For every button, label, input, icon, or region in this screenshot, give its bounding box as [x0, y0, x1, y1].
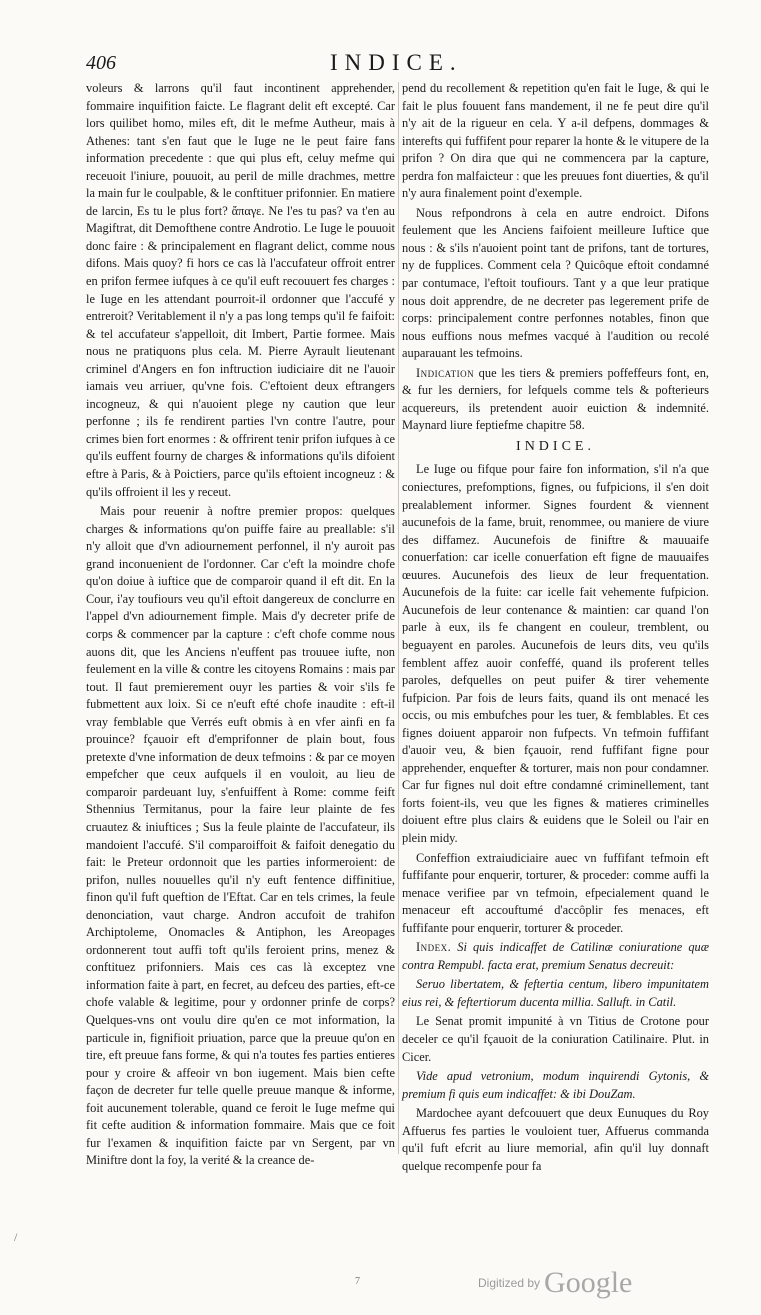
right-paragraph-6 [402, 939, 709, 974]
bottom-mark: 7 [355, 1276, 360, 1287]
right-column [402, 80, 709, 1177]
index-latin-text: Si quis indicaffet de Catilinæ coniuratione quæ contra Rempubl. facta erat, premium Senatus decreuit: [402, 940, 709, 972]
digitized-watermark [478, 1266, 632, 1300]
left-paragraph-1: voleurs & larrons qu'il faut incontinent apprehender, fommaire inquifition faicte. Le flagrant delit eft excepté. Car lors quilibet homo, miles eft, dit le mefme Autheur, mais à Athenes: tant s'en faut que le Iuge ne le peut faire fans information precedente : que qui plus eft, celuy mefme qui receuoit l'iniure, pouuoit, au peril de mille drachmes, mettre la main fur le coulpable, & le conftituer prifonnier. En matiere de larcin, Es tu le plus fort? ἄπαγε. Ne l'es tu pas? va t'en au Magiftrat, dit Demofthene contre Androtio. Le Iuge le pouuoit donc faire : & principalement en flagrant delict, comme nous difons. Mais quoy? fi hors ce cas là l'accufateur offroit entrer en prifon fermee iufques à ce qu'il euft recouuert fes charges : le Iuge en les attendant pourroit-il ordonner que l'accufé y entreroit? Veritablement il n'y a pas long temps qu'il fe faifoit: & tel accufateur s'appelloit, dit Imbert, Partie formee. Mais nous ne pratiquons plus cela. M. Pierre Ayrault lieutenant criminel d'Angers en fon inftruction iudiciaire dit ne l'auoir iamais veu arriuer, qu'vne fois. C'eftoient deux eftrangers incogneuz, & qui n'auoient plege ny caution que leur perfonne ; ils fe rendirent parties l'vn contre l'autre, pour crimes bien fort enormes : & offrirent tenir prifon iufques à ce qu'ils euffent fourny de charges & informations qu'ils difoient eftre à Paris, & à Poictiers, parce qu'ils eftoient incogneuz : & qu'ils offroient il les y receut. [86, 81, 395, 499]
column-divider [398, 82, 399, 1154]
right-paragraph-3 [402, 365, 709, 435]
right-paragraph-8: Le Senat promit impunité à vn Titius de Crotone pour deceler ce qu'il fçauoit de la coniuration Catilinaire. Plut. in Cicer. [402, 1014, 709, 1064]
right-paragraph-2: Nous refpondrons à cela en autre endroict. Difons feulement que les Anciens faifoient meilleure Iuftice que nous : & s'ils n'auoient point tant de prifons, tant de tortures, ny de fupplices. Comment cela ? Quicôque eftoit condamné par contumace, l'eftoit toufiours. Tant y a que leur pratique nous doit apprendre, de ne decreter pas legerement prife de corps: principalement contre perfonnes notables, finon que nous euffions nous mefmes vacqué à l'audition ou recolé auparauant les tefmoins. [402, 205, 709, 361]
right-paragraph-5: Confeffion extraiudiciaire auec vn fuffifant tefmoin eft fuffifante pour enquerir, torturer, & proceder: comme auffi la menace verifiee par vn tefmoin, efpecialement quand le menaceur eft accouftumé d'accôplir fes menaces, eft fuffifante pour enquerir, torturer & proceder. [402, 850, 709, 935]
indication-lead: Indication [416, 365, 475, 380]
section-heading: INDICE. [516, 438, 595, 454]
right-paragraph-4: Le Iuge ou fifque pour faire fon information, s'il n'a que coniectures, prefomptions, fignes, ou fufpicions, il s'en doit prealablement informer. Signes fourdent & viennent aucunefois de la fame, bruit, renommee, ou maniere de viure des diffamez. Aucunefois de finiftre & mauuaife conuerfation: car icelle conuerfation eft figne de mauuaifes œuures. Aucunefois des lieux de leur frequentation. Aucunefois de la fuite: car icelle fait vehemente fufpicion. Aucunefois de leur contenance & maintien: car quand l'on parle à eux, ils fe changent en couleur, tremblent, ou beguayent en paroles. Aucunefois de leurs dits, veu qu'ils femblent affez auoir confeffé, quand ils proferent telles paroles, defquelles on peut puifer & tirer vehemente fufpicion. Par fois de leurs faits, quand ils ont menacé les occis, ou mis embufches pour les tuer, & femblables. Et ces fignes doiuent apparoir non fufpects. Vn tefmoin fuffifant d'auoir veu, & bien fçauoir, rend fuffifant figne pour apprehender, enquefter & torturer, mais non pour condamner. Car fur fignes nul doit eftre condamné criminellement, tant forts foient-ils, veu que les fignes & matieres criminelles doiuent eftre plus clairs & euidens que le Soleil ou l'air en plein midy. [402, 462, 709, 845]
google-logo: Google [544, 1266, 633, 1299]
index-lead: Index. [416, 940, 452, 955]
left-column [86, 80, 395, 1172]
right-paragraph-10: Mardochee ayant defcouuert que deux Eunuques du Roy Affuerus fes parties le vouloient tuer, Affuerus commanda qu'il fuft efcrit au liure memorial, afin qu'il luy donnaft quelque recompenfe pour fa [402, 1106, 709, 1173]
right-paragraph-1: pend du recollement & repetition qu'en fait le Iuge, & qui le fait le plus fouuent fans mandement, il ne fe peut dire qu'il n'y ait de la rigueur en cela. Y a-il defpens, dommages & interefts qui fuffifent pour reparer la honte & le vitupere de la prifon ? On dira que qui ne commencera par la capture, perdra fon malfaicteur : que les preuues font diuerties, & qu'il n'y aura finalement point d'exemple. [402, 81, 709, 201]
right-paragraph-7: Seruo libertatem, & feftertia centum, libero impunitatem eius rei, & feftertiorum ducenta millia. Salluft. in Catil. [402, 977, 709, 1009]
indication-text: que les tiers & premiers poffeffeurs font, en, & fur les derniers, for lefquels comme tels & pofterieurs acquereurs, ils pretendent auoir euiction & indemnité. Maynard liure feptiefme chapitre 58. [402, 365, 709, 433]
margin-mark: / [14, 1230, 18, 1244]
digitized-prefix: Digitized by [478, 1276, 541, 1290]
left-paragraph-2: Mais pour reuenir à noftre premier propos: quelques charges & informations qu'on puiffe faire au preallable: s'il n'y alloit que d'vn adiournement perfonnel, il n'y auroit pas grand inconuenient de l'ordonner. Car c'eft la moindre chofe qu'on doiue à iuftice que de comparoir quand il eft dit. En la Cour, i'ay toufiours veu qu'il eftoit dangereux de conclurre en l'appel d'vn adiournement fimple. Mais d'y decreter prife de corps & commencer par la capture : c'eft chofe comme nous auons dit, que les Anciens n'euffent pas trouuee iufte, non feulement en la ville & contre les citoyens Romains : mais par tout. Il faut premierement ouyr les parties & voir s'ils fe fubmettent aux loix. Si ce n'euft efté chofe inaudite : eft-il vray femblable que Verrés euft obmis à en vfer ainfi en fa prouince? fçauoir eft d'emprifonner de plain bout, fous pretexte d'vne information de deux tefmoins : & par ce moyen empefcher que ceux aufquels il en vouloit, au lieu de comparoir pardeuant luy, s'enfuiffent à Rome: comme feift Sthennius Termitanus, pour la faire leur plainte de fes cruautez & iniuftices ; Sus la feule plainte de l'accufateur, ils mandoient l'accufé. S'il comparoiffoit & faifoit denegatio du fait: le Preteur ordonnoit que les parties informeroient: de prifon, nulles nouuelles qu'il n'y euft fentence diffinitiue, finon qu'il fuft queftion de l'Eftat. Car en tels crimes, la feule denonciation, vaut charge. Andron accufoit de trahifon Archiptoleme, Onomacles & Antiphon, les Areopages ordonnerent tout auffi toft qu'ils feroient prins, menez & conftituez prifonniers. Mais ces cas là exceptez vne information faite à part, en fecret, au defceu des parties, eft-ce chofe valable & legitime, pour y ordonner prinfe de corps? Quelques-vns ont voulu dire qu'en ce mot information, la particule in, fignifioit priuation, parce que la preuue qu'on en tire, eft preuue fans forme, & qui n'a toutes fes parties entieres pour y croire & affeoir vn bon iugement. Mais bien cefte façon de decreter fur telle quelle preuue manque & informe, foit aucunement tolerable, quand ce feroit le Iuge mefme qui fit cefte audition & information fommaire. Mais que ce foit fur l'examen & inquifition faicte par vn Sergent, par vn Miniftre dont la foy, la verité & la creance de- [86, 504, 395, 1168]
right-paragraph-9: Vide apud vetronium, modum inquirendi Gytonis, & premium fi quis eum indicaffet: & ibi DouZam. [402, 1069, 709, 1101]
running-title: INDICE. [330, 50, 463, 75]
page-number: 406 [86, 52, 116, 74]
